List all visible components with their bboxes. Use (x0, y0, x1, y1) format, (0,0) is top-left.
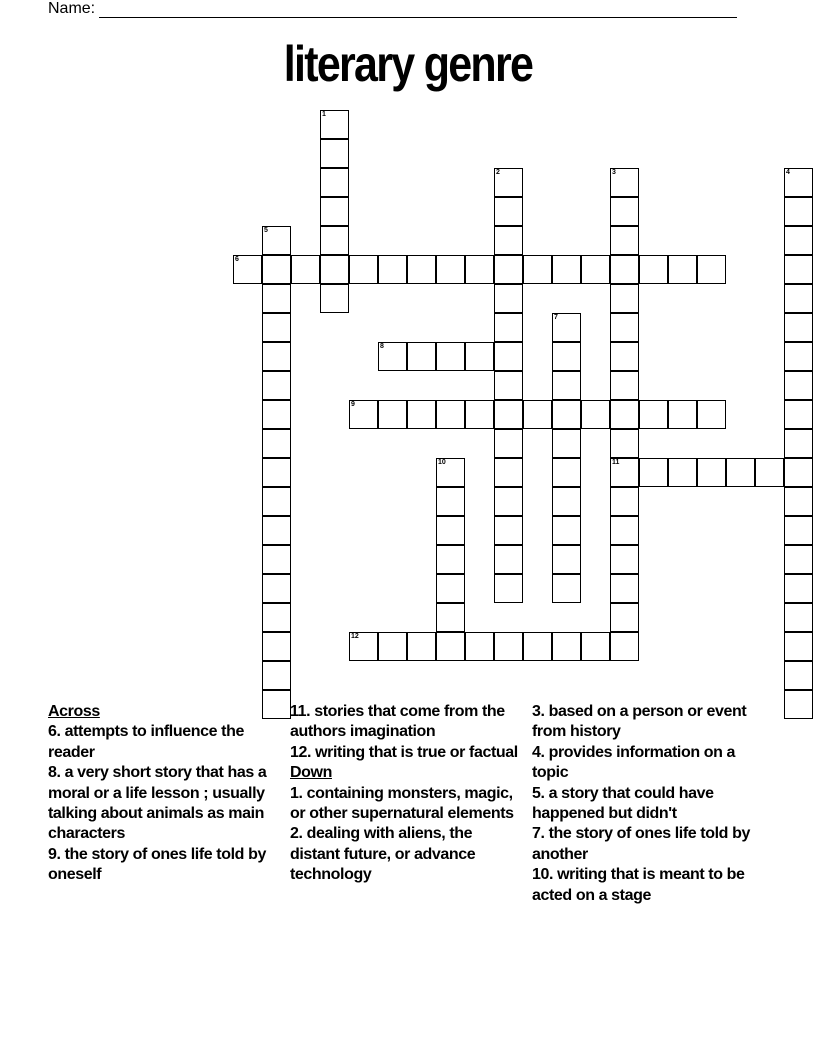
crossword-cell[interactable] (784, 255, 813, 284)
clue-text: writing that is meant to be acted on a stage (532, 866, 745, 904)
crossword-cell[interactable] (465, 632, 494, 661)
crossword-cell[interactable] (262, 342, 291, 371)
crossword-cell[interactable] (494, 516, 523, 545)
crossword-cell[interactable] (610, 429, 639, 458)
crossword-cell[interactable] (784, 313, 813, 342)
clue-item (532, 824, 764, 865)
crossword-cell[interactable] (494, 168, 523, 197)
clues-column-3 (532, 702, 764, 906)
crossword-cell[interactable] (320, 139, 349, 168)
crossword-cell[interactable] (494, 371, 523, 400)
crossword-cell[interactable] (436, 632, 465, 661)
clue-item (290, 702, 522, 743)
crossword-cell[interactable] (610, 545, 639, 574)
clue-text: the story of ones life told by another (532, 825, 750, 863)
crossword-cell[interactable] (784, 603, 813, 632)
crossword-cell[interactable] (610, 284, 639, 313)
cell-number: 3 (612, 169, 616, 176)
crossword-cell[interactable] (320, 110, 349, 139)
crossword-cell[interactable] (378, 632, 407, 661)
crossword-cell[interactable] (494, 284, 523, 313)
clue-text: the story of ones life told by oneself (48, 845, 266, 884)
crossword-cell[interactable] (610, 574, 639, 603)
crossword-cell[interactable] (552, 632, 581, 661)
crossword-cell[interactable] (784, 400, 813, 429)
crossword-cell[interactable] (320, 284, 349, 313)
crossword-cell[interactable] (262, 400, 291, 429)
cell-number: 5 (264, 227, 268, 234)
crossword-cell[interactable] (552, 255, 581, 284)
crossword-cell[interactable] (494, 342, 523, 371)
crossword-cell[interactable] (494, 226, 523, 255)
crossword-cell[interactable] (436, 342, 465, 371)
clue-item (48, 722, 280, 763)
crossword-cell[interactable] (552, 516, 581, 545)
crossword-cell[interactable] (784, 197, 813, 226)
clue-number: 4. (532, 743, 545, 761)
crossword-cell[interactable] (494, 574, 523, 603)
crossword-cell[interactable] (262, 487, 291, 516)
crossword-cell[interactable] (552, 342, 581, 371)
crossword-cell[interactable] (494, 255, 523, 284)
clue-number: 3. (532, 703, 545, 720)
clue-number: 11. (290, 703, 311, 720)
clue-number: 9. (48, 845, 61, 863)
crossword-cell[interactable] (639, 458, 668, 487)
clue-number: 5. (532, 784, 545, 802)
crossword-cell[interactable] (610, 168, 639, 197)
cell-number: 1 (322, 111, 326, 118)
crossword-cell[interactable] (784, 487, 813, 516)
crossword-cell[interactable] (407, 255, 436, 284)
crossword-cell[interactable] (784, 690, 813, 719)
crossword-cell[interactable] (320, 255, 349, 284)
cell-number: 6 (235, 256, 239, 263)
clue-item (290, 784, 522, 825)
crossword-cell[interactable] (494, 458, 523, 487)
crossword-cell[interactable] (784, 226, 813, 255)
crossword-cell[interactable] (552, 371, 581, 400)
crossword-cell[interactable] (784, 371, 813, 400)
crossword-cell[interactable] (494, 545, 523, 574)
cell-number: 4 (786, 169, 790, 176)
crossword-cell[interactable] (320, 226, 349, 255)
crossword-cell[interactable] (784, 545, 813, 574)
crossword-cell[interactable] (552, 487, 581, 516)
crossword-cell[interactable] (494, 487, 523, 516)
crossword-cell[interactable] (436, 487, 465, 516)
crossword-cell[interactable] (320, 197, 349, 226)
crossword-cell[interactable] (233, 255, 262, 284)
crossword-cell[interactable] (784, 168, 813, 197)
cell-number: 7 (554, 314, 558, 321)
crossword-cell[interactable] (465, 342, 494, 371)
crossword-cell[interactable] (262, 226, 291, 255)
crossword-cell[interactable] (523, 400, 552, 429)
crossword-cell[interactable] (349, 632, 378, 661)
clue-text: stories that come from the authors imagination (290, 703, 505, 741)
crossword-cell[interactable] (436, 603, 465, 632)
crossword-cell[interactable] (436, 458, 465, 487)
clue-text: a very short story that has a moral or a life lesson ; usually talking about animals as main characters (48, 764, 267, 843)
crossword-cell[interactable] (552, 400, 581, 429)
cell-number: 2 (496, 169, 500, 176)
crossword-cell[interactable] (407, 632, 436, 661)
clue-item (290, 743, 522, 763)
crossword-cell[interactable] (610, 400, 639, 429)
clue-item (48, 845, 280, 886)
clue-number: 6. (48, 723, 61, 741)
crossword-cell[interactable] (262, 545, 291, 574)
crossword-cell[interactable] (262, 371, 291, 400)
clue-text: a story that could have happened but didn't (532, 784, 714, 823)
crossword-cell[interactable] (581, 255, 610, 284)
crossword-cell[interactable] (262, 429, 291, 458)
crossword-cell[interactable] (494, 632, 523, 661)
clue-heading-across: Across (48, 703, 100, 720)
clue-number: 12. (290, 743, 312, 761)
clue-text: attempts to influence the reader (48, 723, 244, 761)
crossword-cell[interactable] (552, 545, 581, 574)
crossword-cell[interactable] (262, 284, 291, 313)
crossword-cell[interactable] (639, 400, 668, 429)
crossword-cell[interactable] (784, 574, 813, 603)
crossword-cell[interactable] (552, 574, 581, 603)
crossword-cell[interactable] (610, 487, 639, 516)
crossword-cell[interactable] (784, 661, 813, 690)
crossword-cell[interactable] (378, 400, 407, 429)
crossword-cell[interactable] (784, 458, 813, 487)
crossword-cell[interactable] (349, 400, 378, 429)
crossword-cell[interactable] (262, 661, 291, 690)
crossword-cell[interactable] (668, 458, 697, 487)
clues-column-2 (290, 702, 522, 886)
crossword-cell[interactable] (784, 342, 813, 371)
clue-number: 8. (48, 764, 61, 782)
crossword-cell[interactable] (465, 400, 494, 429)
crossword-cell[interactable] (755, 458, 784, 487)
clue-number: 10. (532, 866, 554, 884)
clue-text: writing that is true or factual (311, 743, 518, 761)
crossword-cell[interactable] (262, 458, 291, 487)
crossword-cell[interactable] (494, 400, 523, 429)
crossword-cell[interactable] (407, 400, 436, 429)
crossword-cell[interactable] (436, 516, 465, 545)
crossword-cell[interactable] (552, 429, 581, 458)
crossword-cell[interactable] (494, 313, 523, 342)
cell-number: 12 (351, 633, 359, 640)
crossword-cell[interactable] (523, 632, 552, 661)
crossword-cell[interactable] (436, 545, 465, 574)
clue-item (290, 824, 522, 885)
cell-number: 11 (612, 459, 620, 466)
crossword-cell[interactable] (581, 400, 610, 429)
crossword-cell[interactable] (697, 458, 726, 487)
clue-number: 7. (532, 825, 545, 843)
crossword-cell[interactable] (262, 313, 291, 342)
crossword-cell[interactable] (610, 197, 639, 226)
crossword-cell[interactable] (581, 632, 610, 661)
crossword-cell[interactable] (262, 574, 291, 603)
crossword-cell[interactable] (639, 255, 668, 284)
crossword-cell[interactable] (610, 255, 639, 284)
crossword-cell[interactable] (494, 197, 523, 226)
crossword-cell[interactable] (349, 255, 378, 284)
clue-heading-down: Down (290, 764, 332, 782)
crossword-cell[interactable] (436, 400, 465, 429)
crossword-cell[interactable] (465, 255, 494, 284)
crossword-cell[interactable] (320, 168, 349, 197)
clue-item (532, 743, 764, 784)
clue-number: 2. (290, 825, 303, 843)
crossword-cell[interactable] (262, 632, 291, 661)
crossword-cell[interactable] (610, 226, 639, 255)
cell-number: 8 (380, 343, 384, 350)
clue-text: based on a person or event from history (532, 703, 747, 741)
clue-text: provides information on a topic (532, 743, 736, 782)
crossword-cell[interactable] (610, 632, 639, 661)
clue-text: containing monsters, magic, or other supernatural elements (290, 784, 514, 823)
crossword-cell[interactable] (610, 371, 639, 400)
crossword-cell[interactable] (262, 255, 291, 284)
crossword-cell[interactable] (291, 255, 320, 284)
crossword-cell[interactable] (784, 429, 813, 458)
crossword-cell[interactable] (378, 342, 407, 371)
crossword-cell[interactable] (784, 516, 813, 545)
clue-item (532, 784, 764, 825)
clue-item (532, 702, 764, 743)
crossword-cell[interactable] (697, 400, 726, 429)
crossword-cell[interactable] (262, 516, 291, 545)
crossword-cell[interactable] (523, 255, 552, 284)
clue-number: 1. (290, 784, 303, 802)
crossword-cell[interactable] (697, 255, 726, 284)
crossword-cell[interactable] (552, 458, 581, 487)
crossword-cell[interactable] (610, 516, 639, 545)
page-title: literary genre (283, 36, 533, 92)
crossword-cell[interactable] (610, 603, 639, 632)
clues-column-1 (48, 702, 280, 886)
crossword-cell[interactable] (436, 574, 465, 603)
crossword-cell[interactable] (552, 313, 581, 342)
crossword-cell[interactable] (262, 603, 291, 632)
crossword-cell[interactable] (668, 400, 697, 429)
cell-number: 10 (438, 459, 446, 466)
crossword-cell[interactable] (407, 342, 436, 371)
crossword-cell[interactable] (610, 342, 639, 371)
name-label: Name: (48, 0, 96, 17)
crossword-cell[interactable] (436, 255, 465, 284)
crossword-cell[interactable] (494, 429, 523, 458)
crossword-cell[interactable] (726, 458, 755, 487)
crossword-cell[interactable] (610, 458, 639, 487)
crossword-cell[interactable] (378, 255, 407, 284)
crossword-cell[interactable] (668, 255, 697, 284)
clue-item (532, 865, 764, 906)
crossword-cell[interactable] (784, 284, 813, 313)
crossword-cell[interactable] (784, 632, 813, 661)
cell-number: 9 (351, 401, 355, 408)
clue-text: dealing with aliens, the distant future, or advance technology (290, 825, 476, 884)
clue-item (48, 763, 280, 845)
crossword-cell[interactable] (610, 313, 639, 342)
